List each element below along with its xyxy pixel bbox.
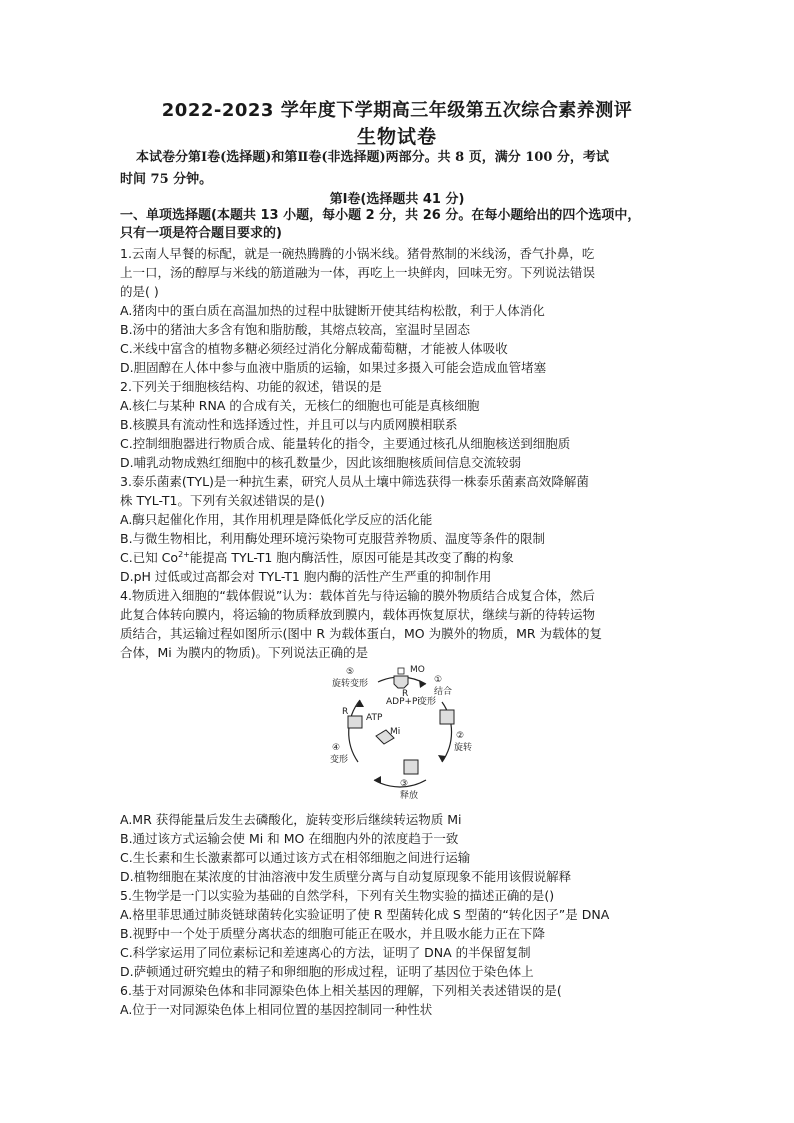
label-step2: 旋转 [454, 743, 473, 753]
q2-option-b: B.核膜具有流动性和选择透过性，并且可以与内质网膜相联系 [120, 417, 458, 432]
carrier-top-shape [394, 676, 408, 688]
q1-option-d: D.胆固醇在人体中参与血液中脂质的运输，如果过多摄入可能会造成血管堵塞 [120, 360, 547, 375]
label-deform-top: 变形 [418, 697, 437, 707]
q3-stem-line-1: 3.泰乐菌素(TYL)是一种抗生素，研究人员从土壤中筛选获得一株泰乐菌素高效降解菌 [120, 474, 589, 489]
part-instruction-line-2: 只有一项是符合题目要求的) [120, 226, 282, 241]
label-step4: 变形 [330, 755, 349, 765]
q2-option-d: D.哺乳动物成熟红细胞中的核孔数量少，因此该细胞核质间信息交流较弱 [120, 455, 522, 470]
label-r-left: R [342, 707, 349, 717]
q5-option-d: D.萨顿通过研究蝗虫的精子和卵细胞的形成过程，证明了基因位于染色体上 [120, 964, 534, 979]
label-r-top: R [402, 689, 409, 699]
exam-title: 2022-2023 学年度下学期高三年级第五次综合素养测评 [161, 100, 633, 121]
q1-stem-line-3: 的是( ) [120, 284, 159, 299]
q1-stem-line-2: 上一口，汤的醇厚与米线的筋道融为一体，再吃上一块鲜肉，回味无穷。下列说法错误 [120, 265, 596, 280]
q3-option-c [120, 549, 514, 567]
q1-option-a: A.猪肉中的蛋白质在高温加热的过程中肽键断开使其结构松散，利于人体消化 [120, 303, 545, 318]
q1-stem-line-1: 1.云南人早餐的标配，就是一碗热腾腾的小锅米线。猪骨熬制的米线汤，香气扑鼻，吃 [120, 246, 595, 261]
q4-option-b: B.通过该方式运输会使 Mi 和 MO 在细胞内外的浓度趋于一致 [120, 831, 459, 846]
q3-stem-line-2: 株 TYL-T1。下列有关叙述错误的是() [120, 493, 325, 508]
section-title: 第Ⅰ卷(选择题共 41 分) [329, 192, 465, 207]
exam-intro-line-1: 本试卷分第Ⅰ卷(选择题)和第Ⅱ卷(非选择题)两部分。共 8 页，满分 100 分，考试 [136, 150, 609, 165]
q4-stem-line-1: 4.物质进入细胞的“载体假说”认为：载体首先与待运输的膜外物质结合成复合体，然后 [120, 588, 595, 603]
q5-option-a: A.格里菲思通过肺炎链球菌转化实验证明了使 R 型菌转化成 S 型菌的“转化因子”是 DNA [120, 907, 610, 922]
part-instruction-line-1: 一、单项选择题(本题共 13 小题，每小题 2 分，共 26 分。在每小题给出的四个选项中， [120, 208, 641, 223]
q4-option-d: D.植物细胞在某浓度的甘油溶液中发生质壁分离与自动复原现象不能用该假说解释 [120, 869, 572, 884]
q5-option-c: C.科学家运用了同位素标记和差速离心的方法，证明了 DNA 的半保留复制 [120, 945, 531, 960]
arrowhead-bottom [374, 776, 381, 784]
cycle-arrow-left [349, 700, 360, 762]
q4-stem-line-3: 质结合，其运输过程如图所示(图中 R 为载体蛋白，MO 为膜外的物质，MR 为载体的复 [120, 626, 603, 641]
label-step5: 旋转变形 [332, 679, 369, 689]
subject-title: 生物试卷 [356, 126, 437, 148]
label-step5-number: ⑤ [346, 667, 355, 677]
label-step4-number: ④ [332, 743, 341, 753]
q3-option-c-charge: 2+ [178, 549, 190, 559]
q2-option-c: C.控制细胞器进行物质合成、能量转化的指令，主要通过核孔从细胞核送到细胞质 [120, 436, 571, 451]
q3-option-c-post: 能提高 TYL-T1 胞内酶活性，原因可能是其改变了酶的构象 [189, 550, 514, 565]
carrier-left-shape [348, 716, 362, 728]
label-step1: 结合 [434, 687, 453, 697]
q6-stem: 6.基于对同源染色体和非同源染色体上相关基因的理解，下列相关表述错误的是( [120, 983, 562, 998]
label-step2-number: ② [456, 731, 465, 741]
q5-stem: 5.生物学是一门以实验为基础的自然学科，下列有关生物实验的描述正确的是() [120, 888, 555, 903]
q4-option-c: C.生长素和生长激素都可以通过该方式在相邻细胞之间进行运输 [120, 850, 471, 865]
carrier-cycle-diagram [330, 662, 473, 802]
q4-option-a: A.MR 获得能量后发生去磷酸化，旋转变形后继续转运物质 Mi [120, 812, 462, 827]
label-mo: MO [410, 665, 425, 675]
q3-option-c-pre: C.已知 Co [120, 550, 179, 565]
q2-option-a: A.核仁与某种 RNA 的合成有关，无核仁的细胞也可能是真核细胞 [120, 398, 480, 413]
label-adp: ADP+Pi [386, 697, 420, 707]
q2-stem: 2.下列关于细胞核结构、功能的叙述，错误的是 [120, 379, 382, 394]
label-step3-number: ③ [400, 779, 409, 789]
label-mi: Mi [390, 727, 401, 737]
label-step3: 释放 [400, 791, 419, 801]
label-atp: ATP [366, 713, 383, 723]
carrier-bottom-shape [404, 760, 418, 774]
q6-option-a: A.位于一对同源染色体上相同位置的基因控制同一种性状 [120, 1002, 433, 1017]
q3-option-a: A.酶只起催化作用，其作用机理是降低化学反应的活化能 [120, 512, 433, 527]
carrier-right-shape [440, 710, 454, 724]
mo-molecule-shape [398, 668, 404, 674]
label-step1-number: ① [434, 675, 443, 685]
q5-option-b: B.视野中一个处于质壁分离状态的细胞可能正在吸水，并且吸水能力正在下降 [120, 926, 546, 941]
q3-option-b: B.与微生物相比，利用酶处理环境污染物可克服营养物质、温度等条件的限制 [120, 531, 546, 546]
q4-stem-line-4: 合体，Mi 为膜内的物质)。下列说法正确的是 [120, 645, 369, 660]
exam-intro-line-2: 时间 75 分钟。 [120, 172, 213, 187]
arrowhead-top [419, 680, 426, 688]
q1-option-b: B.汤中的猪油大多含有饱和脂肪酸，其熔点较高，室温时呈固态 [120, 322, 471, 337]
q1-option-c: C.米线中富含的植物多糖必须经过消化分解成葡萄糖，才能被人体吸收 [120, 341, 508, 356]
q4-stem-line-2: 此复合体转向膜内，将运输的物质释放到膜内，载体再恢复原状，继续与新的待转运物 [120, 607, 596, 622]
q3-option-d: D.pH 过低或过高都会对 TYL-T1 胞内酶的活性产生严重的抑制作用 [120, 569, 492, 584]
